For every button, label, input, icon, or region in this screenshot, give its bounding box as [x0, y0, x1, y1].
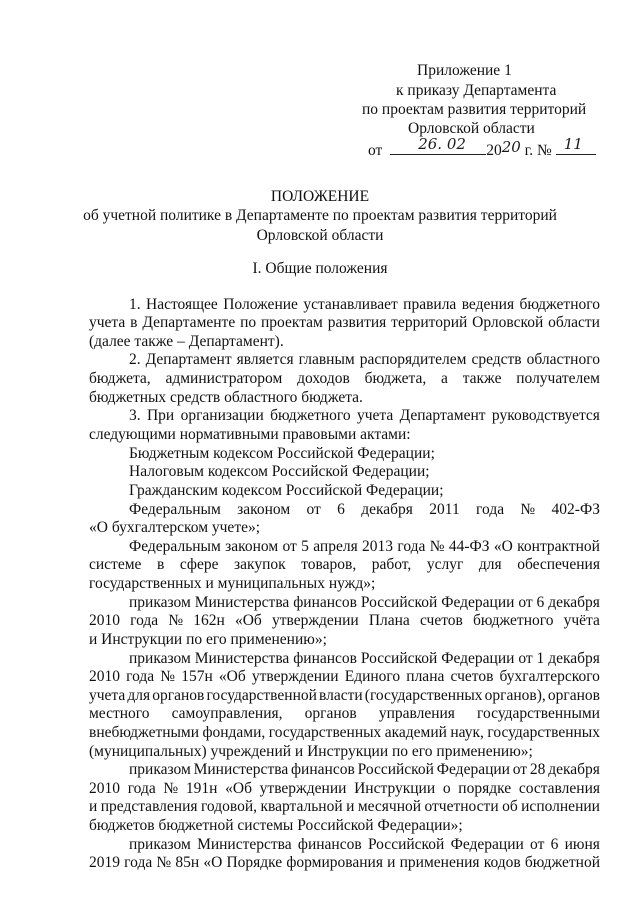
word: об — [502, 798, 518, 815]
word: Настоящее — [146, 296, 218, 313]
word: утверждении — [251, 668, 339, 685]
list-162n-line-2 — [89, 613, 600, 629]
word: счетов — [419, 612, 463, 629]
word: месячной — [357, 798, 422, 815]
list-budget-code: Бюджетным кодексом Российской Федерации; — [129, 445, 435, 462]
word: декабря — [548, 761, 600, 778]
word: «Об — [225, 780, 252, 797]
word: 5 — [301, 538, 309, 555]
word: порядке — [458, 780, 512, 797]
word: «Об — [218, 668, 246, 685]
word: территорий — [391, 314, 468, 331]
word: Положение — [223, 296, 298, 313]
word: области — [548, 314, 600, 331]
paragraph-2-line-1 — [129, 352, 600, 368]
word: «О — [493, 538, 513, 555]
list-157n-line-6: (муниципальных) учреждений и Инструкции по его применению»; — [89, 743, 533, 760]
word: Порядке — [226, 854, 283, 871]
word: формирования — [286, 854, 383, 871]
document-title: ПОЛОЖЕНИЕ — [270, 188, 370, 205]
word: декабря — [548, 594, 600, 611]
appendix-label: Приложение 1 — [417, 62, 512, 79]
word: приказом — [129, 594, 191, 611]
word: № — [520, 501, 536, 518]
list-402fz-line-1 — [129, 502, 600, 518]
word: 2011 — [429, 501, 460, 518]
list-191n-line-2 — [89, 781, 600, 797]
list-44fz-line-1 — [129, 539, 600, 555]
word: от — [518, 594, 533, 611]
paragraph-2-line-3: бюджетных средств областного бюджета. — [89, 389, 363, 406]
word: доходов — [297, 370, 350, 387]
word: Федерации — [441, 594, 515, 611]
list-157n-line-4 — [89, 706, 600, 722]
word: годовой, — [200, 798, 257, 815]
word: государственных — [268, 724, 382, 741]
paragraph-1-line-1 — [129, 297, 600, 313]
word: контрактной — [517, 538, 600, 555]
word: Российской — [360, 594, 438, 611]
word: При — [146, 407, 175, 424]
list-157n-line-2 — [89, 669, 600, 685]
word: организации — [180, 407, 264, 424]
word: для — [478, 556, 502, 573]
word: ведения — [461, 296, 515, 313]
word: Единого — [344, 668, 401, 685]
word: Российской — [367, 836, 445, 853]
word: приказом — [129, 836, 191, 853]
paragraph-1-line-2 — [89, 315, 600, 331]
word: обеспечения — [517, 556, 600, 573]
word: года — [126, 668, 155, 685]
word: Департаменте — [142, 314, 236, 331]
word: правила — [403, 296, 457, 313]
word: плана — [406, 668, 445, 685]
list-85n-line-2 — [89, 855, 600, 871]
date-blank — [390, 135, 486, 155]
word: Российской — [357, 761, 434, 778]
word: Федерации — [436, 761, 510, 778]
word: в — [130, 314, 138, 331]
word: № — [156, 854, 172, 871]
word: сфере — [179, 556, 219, 573]
word: самоуправления, — [171, 705, 283, 722]
word: применения — [399, 854, 480, 871]
word: учета — [89, 687, 126, 704]
word: исполнении — [521, 798, 600, 815]
word: учета — [89, 314, 126, 331]
list-191n-line-1 — [129, 762, 600, 778]
word: наук, — [450, 724, 484, 741]
word: 1. — [129, 296, 141, 313]
word: 2. — [129, 351, 141, 368]
word: бюджета, — [89, 370, 151, 387]
word: Министерства — [194, 650, 290, 667]
word: 6 — [550, 836, 559, 853]
word: закупок — [234, 556, 286, 573]
word: власти — [319, 687, 363, 704]
word: академий — [384, 724, 447, 741]
word: 2019 — [89, 854, 120, 871]
date-prefix: от — [368, 142, 383, 159]
word: государственной — [206, 687, 317, 704]
list-85n-line-1 — [129, 837, 600, 853]
word: 1 — [536, 650, 545, 667]
word: 2010 — [89, 668, 120, 685]
word: года — [476, 501, 505, 518]
word: областного — [526, 351, 600, 368]
word: органов — [152, 687, 205, 704]
number-handwritten: 11 — [563, 135, 583, 153]
word: работ, — [371, 556, 412, 573]
department-name: по проектам развития территорий — [362, 101, 587, 118]
word: органов — [547, 687, 600, 704]
word: средств — [471, 351, 522, 368]
list-162n-line-1 — [129, 595, 600, 611]
word: органов — [304, 705, 357, 722]
word: законом — [237, 501, 291, 518]
word: приказом — [129, 650, 191, 667]
word: года — [127, 780, 156, 797]
word: о — [442, 780, 451, 797]
word: внебюджетными — [89, 724, 200, 741]
word: Министерства — [194, 594, 290, 611]
word: приказом — [129, 761, 191, 778]
word: № — [160, 668, 176, 685]
word: бюджетного — [519, 296, 600, 313]
word: (государственных — [364, 687, 483, 704]
word: 85н — [175, 854, 200, 871]
word: законом — [225, 538, 279, 555]
order-date-line — [368, 135, 596, 159]
list-191n-line-4: бюджетов бюджетной системы Российской Федерации»; — [89, 817, 463, 834]
paragraph-3-line-1 — [129, 408, 600, 424]
word: «Об — [234, 612, 262, 629]
list-402fz-line-2: «О бухгалтерском учете»; — [89, 519, 261, 536]
year-printed: 20 — [486, 142, 502, 159]
list-44fz-line-2 — [89, 557, 600, 573]
word: руководствуется — [491, 407, 600, 424]
list-44fz-line-3: государственных и муниципальных нужд»; — [89, 575, 376, 592]
word: года — [124, 854, 153, 871]
word: государственными — [477, 705, 600, 722]
word: бюджетного — [270, 407, 351, 424]
word: составления — [518, 780, 600, 797]
word: а — [441, 370, 448, 387]
word: 191н — [185, 780, 218, 797]
word: и — [89, 798, 98, 815]
list-157n-line-1 — [129, 651, 600, 667]
word: квартальной — [260, 798, 343, 815]
word: 6 — [536, 594, 545, 611]
year-handwritten: 20 — [501, 138, 521, 156]
word: финансов — [293, 650, 357, 667]
word: по — [240, 314, 257, 331]
word: кодов — [483, 854, 521, 871]
word: от — [530, 836, 545, 853]
paragraph-2-line-2 — [89, 371, 600, 387]
word: № — [163, 780, 179, 797]
word: 28 — [529, 761, 546, 778]
word: Министерства — [193, 761, 289, 778]
word: счетов — [450, 668, 494, 685]
word: бюджетной — [524, 854, 600, 871]
list-157n-line-5 — [89, 725, 600, 741]
document-subtitle-line2: Орловской области — [256, 227, 384, 244]
word: «О — [203, 854, 223, 871]
word: декабря — [361, 501, 413, 518]
word: развития — [327, 314, 387, 331]
word: 402-ФЗ — [551, 501, 600, 518]
word: Плана — [368, 612, 410, 629]
word: товаров, — [301, 556, 357, 573]
word: Федеральным — [129, 501, 221, 518]
word: системе — [89, 556, 142, 573]
word: бухгалтерского — [499, 668, 600, 685]
word: утверждении — [259, 780, 347, 797]
word: декабря — [548, 650, 600, 667]
word: Федерации — [450, 836, 524, 853]
word: получателем — [516, 370, 600, 387]
list-civil-code: Гражданским кодексом Российской Федерации; — [129, 482, 444, 499]
word: финансов — [291, 761, 355, 778]
word: бюджетного — [472, 612, 554, 629]
word: учета — [356, 407, 394, 424]
word: является — [236, 351, 294, 368]
list-157n-line-3 — [89, 688, 600, 704]
word: устанавливает — [303, 296, 398, 313]
list-191n-line-3 — [89, 799, 600, 815]
number-blank — [556, 135, 596, 155]
list-162n-line-3: и Инструкции по его применению»; — [89, 631, 327, 648]
word: от — [306, 501, 321, 518]
paragraph-3-line-2: следующими нормативными правовыми актами: — [89, 426, 411, 443]
word: также — [462, 370, 502, 387]
word: распорядителем — [359, 351, 467, 368]
word: Инструкции — [354, 780, 436, 797]
word: от — [512, 761, 528, 778]
word: финансов — [297, 836, 362, 853]
word: 3. — [129, 407, 141, 424]
word: 2010 — [89, 612, 120, 629]
word: от — [518, 650, 533, 667]
word: 2013 — [362, 538, 394, 555]
word: Орловской — [472, 314, 544, 331]
word: № — [168, 612, 184, 629]
word: 44-ФЗ — [448, 538, 490, 555]
word: 162н — [193, 612, 225, 629]
word: администратором — [165, 370, 283, 387]
date-handwritten: 26. 02 — [418, 135, 466, 153]
word: Департамент — [399, 407, 486, 424]
year-number-label: г. № — [524, 142, 552, 159]
word: Российской — [360, 650, 438, 667]
word: 157н — [181, 668, 213, 685]
list-tax-code: Налоговым кодексом Российской Федерации; — [129, 463, 430, 480]
word: Министерства — [197, 836, 292, 853]
word: Федеральным — [129, 538, 221, 555]
word: главным — [298, 351, 355, 368]
word: июня — [564, 836, 600, 853]
word: 2010 — [89, 780, 120, 797]
word: апреля — [313, 538, 358, 555]
word: Департамент — [145, 351, 232, 368]
region-name: Орловской области — [408, 120, 535, 137]
word: Федерации — [441, 650, 515, 667]
word: учёта — [563, 612, 600, 629]
word: в — [156, 556, 165, 573]
word: управления — [378, 705, 455, 722]
word: проектам — [261, 314, 323, 331]
word: органов), — [484, 687, 546, 704]
word: 6 — [337, 501, 345, 518]
document-subtitle-line1: об учетной политике в Департаменте по проектам развития территорий — [83, 207, 557, 224]
word: для — [127, 687, 151, 704]
word: государственных — [487, 724, 600, 741]
word: и — [346, 798, 355, 815]
word: утверждении — [271, 612, 359, 629]
word: представления — [100, 798, 198, 815]
word: финансов — [293, 594, 357, 611]
word: года — [130, 612, 159, 629]
section-heading: I. Общие положения — [252, 260, 388, 277]
paragraph-1-line-3: (далее также – Департамент). — [89, 333, 284, 350]
word: № — [429, 538, 445, 555]
word: и — [387, 854, 396, 871]
word: от — [282, 538, 297, 555]
word: местного — [89, 705, 150, 722]
order-reference: к приказу Департамента — [396, 82, 557, 99]
word: услуг — [426, 556, 464, 573]
word: фондами, — [202, 724, 266, 741]
word: года — [397, 538, 426, 555]
word: бюджета, — [364, 370, 427, 387]
word: отчетности — [424, 798, 499, 815]
